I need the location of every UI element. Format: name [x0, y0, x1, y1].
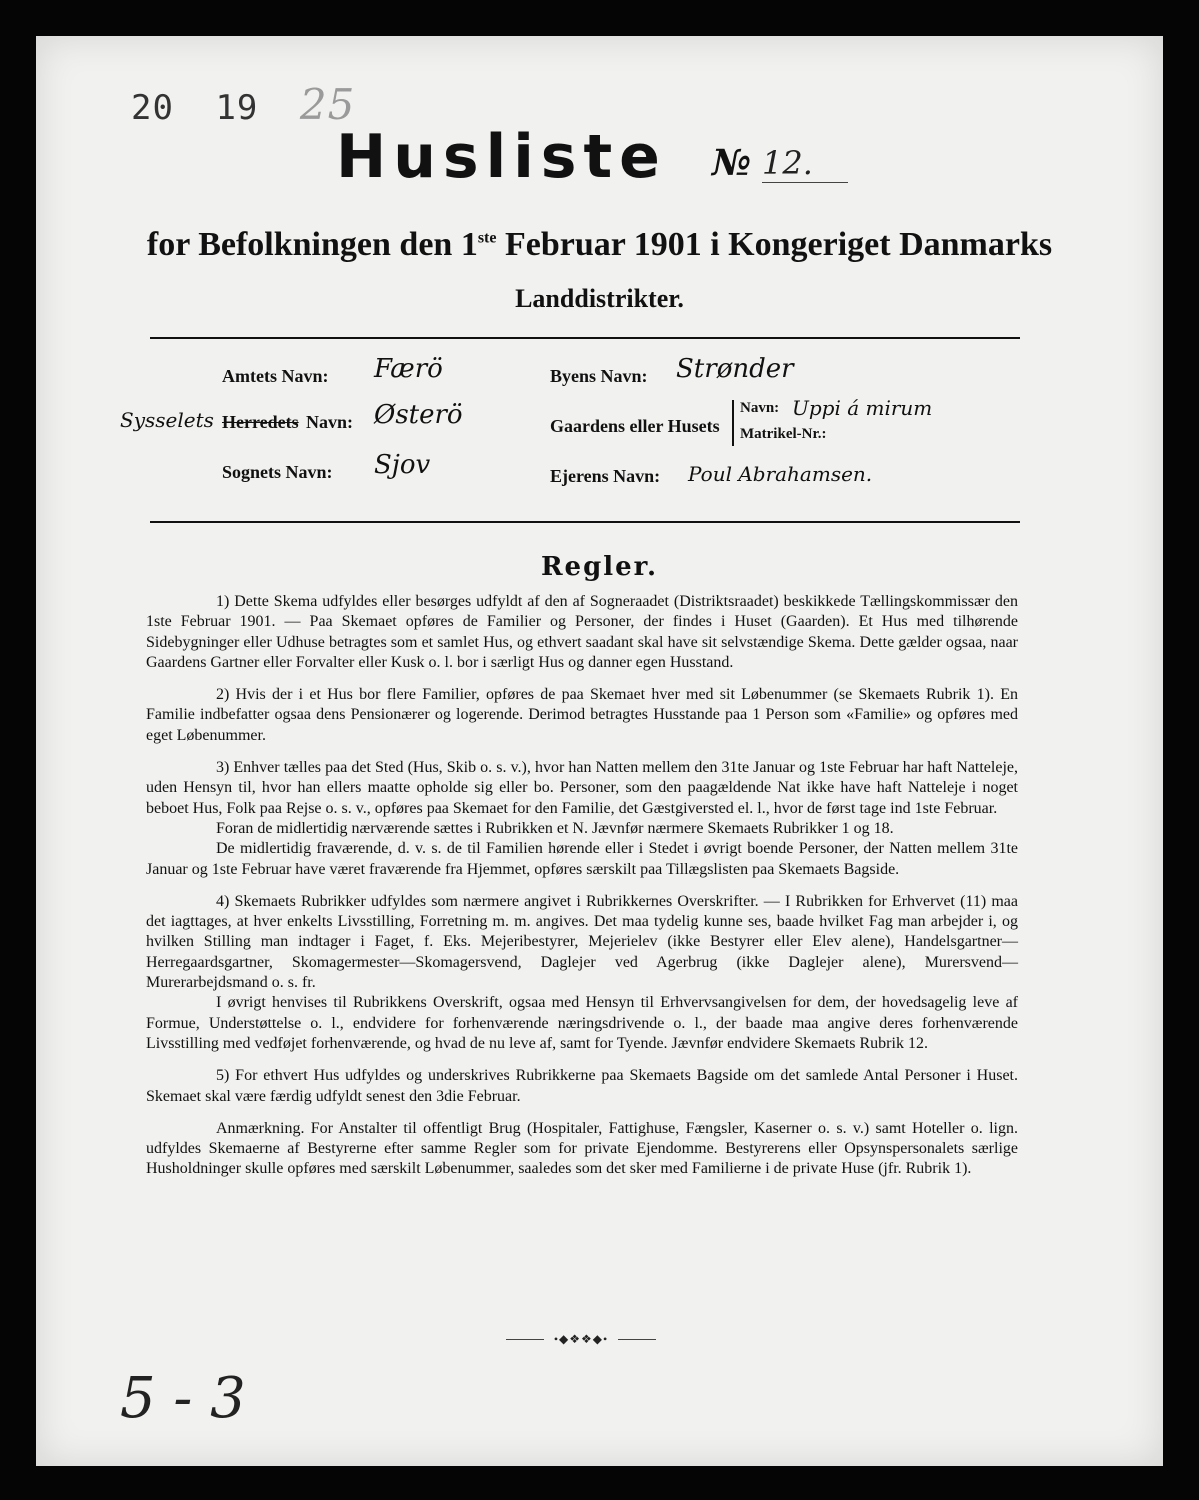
remark: Anmærkning. For Anstalter til offentligt Brug (Hospitaler, Fattighuse, Fængsler, Kaserner o. s. v.) samt Hoteller o. lign. udfyldes Skemaerne af Bestyrerne efter samme Regler som for private Ejendomme. Bestyrerens eller Opsynspersonalets særlige Husholdninger skulle opføres med særskilt Løbenummer, saaledes som det sker med Familierne i de private Huse (jfr. Rubrik 1).	[146, 1119, 1018, 1178]
census-form-page	[36, 36, 1163, 1466]
middle-divider	[150, 521, 1020, 523]
subtitle-pre: for Befolkningen den 1	[146, 226, 478, 263]
brace	[732, 400, 734, 446]
stamp-handwritten-number: 25	[299, 80, 356, 129]
bottom-handwritten-number: 5 - 3	[120, 1366, 246, 1431]
list-number: 12.	[762, 144, 848, 183]
matrikel-label: Matrikel-Nr.:	[740, 426, 827, 442]
rule-1: 1) Dette Skema udfyldes eller besørges udfyldt af den af Sogneraadet (Distriktsraadet) beskikkede Tællingskommissær den 1ste Februar 1901. — Paa Skemaet opføres de Familier og Personer, der findes i Huset (Gaarden). Et Hus med tilhørende Sidebygninger eller Udhuse betragtes som et samlet Hus, og ethvert saadant skal have sit selvstændige Skema. Dette gælder ogsaa, naar Gaardens Gartner eller Forvalter eller Kusk o. l. bor i særligt Hus og danner egen Husstand.	[146, 593, 1018, 671]
subtitle-sup: ste	[477, 229, 497, 247]
sogn-value: Sjov	[374, 450, 431, 480]
district-heading: Landdistrikter.	[515, 284, 684, 313]
rule-5: 5) For ethvert Hus udfyldes og underskrives Rubrikkerne paa Skemaets Bagside om det samlede Antal Personer i Huset. Skemaet skal være færdig udfyldt senest den 3die Februar.	[146, 1067, 1018, 1105]
rule-2: 2) Hvis der i et Hus bor flere Familier, opføres de paa Skemaet hver med sit Løbenummer (se Skemaets Rubrik 1). En Familie indbefatter ogsaa dens Pensionærer og logerende. Derimod betragtes Husstande paa 1 Person som «Familie» og opføres med eget Løbenummer.	[146, 686, 1018, 744]
stamp-number-2: 19	[215, 88, 259, 128]
rule-3-note-a: Foran de midlertidig nærværende sættes i Rubrikken et N. Jævnfør nærmere Skemaets Rubrikker 1 og 18.	[216, 819, 894, 837]
syssel-prefix: Sysselets	[120, 408, 214, 432]
ornament: •◆❖❖◆•	[553, 1332, 609, 1346]
rules-text	[146, 592, 1018, 1192]
amt-value: Færö	[374, 354, 443, 384]
rule-3-note-b: De midlertidig fraværende, d. v. s. de til Familien hørende eller i Stedet i øvrigt boende Personer, der Natten mellem 31te Januar og 1ste Februar have været fraværende fra Hjemmet, opføres særskilt paa Tillægslisten paa Skemaets Bagside.	[146, 840, 1018, 878]
herred-label: Navn:	[306, 412, 354, 432]
ejer-value: Poul Abrahamsen.	[688, 462, 873, 486]
navn-value: Uppi á mirum	[792, 396, 933, 420]
top-divider	[150, 337, 1020, 339]
form-subtitle	[36, 226, 1163, 264]
navn-label: Navn:	[740, 400, 780, 416]
herred-value: Østerö	[374, 400, 463, 430]
by-label: Byens Navn:	[550, 366, 648, 386]
by-value: Strønder	[676, 354, 794, 384]
sogn-label: Sognets Navn:	[222, 462, 333, 482]
herred-struck-label: Herredets	[222, 412, 299, 432]
rule-4-note: I øvrigt henvises til Rubrikkens Overskrift, ogsaa med Hensyn til Erhvervsangivelsen for dem, der hovedsagelig leve af Formue, Understøttelse o. l., endvidere for forhenværende næringsdrivende o. l., der baade maa angive deres forhenværende Livsstilling med vedføjet forhenværende, og hvad de nu leve af, samt for Tyende. Jævnfør endvidere Skemaets Rubrik 12.	[146, 994, 1018, 1052]
rule-3: 3) Enhver tælles paa det Sted (Hus, Skib o. s. v.), hvor han Natten mellem den 31te Januar og 1ste Februar har haft Natteleje, uden Hensyn til, hvor han ellers maatte opholde sig eller bo. Personer, som den paagældende Nat ikke have haft Natteleje i noget beboet Hus, Folk paa Rejse o. s. v., opføres paa Skemaet for den Familie, det Gæstgiversted el. l., hvor de først tage ind 1ste Februar.	[146, 759, 1018, 817]
ornament-line-right	[618, 1339, 656, 1340]
form-title: Husliste	[336, 122, 667, 192]
rules-heading: Regler.	[540, 552, 659, 582]
number-symbol: №	[712, 142, 752, 184]
stamp-number-1: 20	[131, 88, 174, 128]
rule-4: 4) Skemaets Rubrikker udfyldes som nærmere angivet i Rubrikkernes Overskrifter. — I Rubrikken for Erhvervet (11) maa det iagttages, at hver enkelts Livsstilling, Forretning m. m. angives. Det maa tydelig kunne ses, baade hvilket Fag man arbejder i, og hvilken Stilling man indtager i Faget, f. Eks. Mejeribestyrer, Mejerielev (ikke Bestyrer eller Elev alene), Handelsgartner—Herregaardsgartner, Skomagermester—Skomagersvend, Daglejer ved Agerbrug (ikke Daglejer alene), Murersvend—Murerarbejdsmand o. s. fr.	[146, 892, 1018, 992]
ejer-label: Ejerens Navn:	[550, 466, 661, 486]
amt-label: Amtets Navn:	[222, 366, 329, 386]
subtitle-post: Februar 1901 i Kongeriget Danmarks	[496, 226, 1053, 263]
gaard-label: Gaardens eller Husets	[550, 416, 720, 436]
